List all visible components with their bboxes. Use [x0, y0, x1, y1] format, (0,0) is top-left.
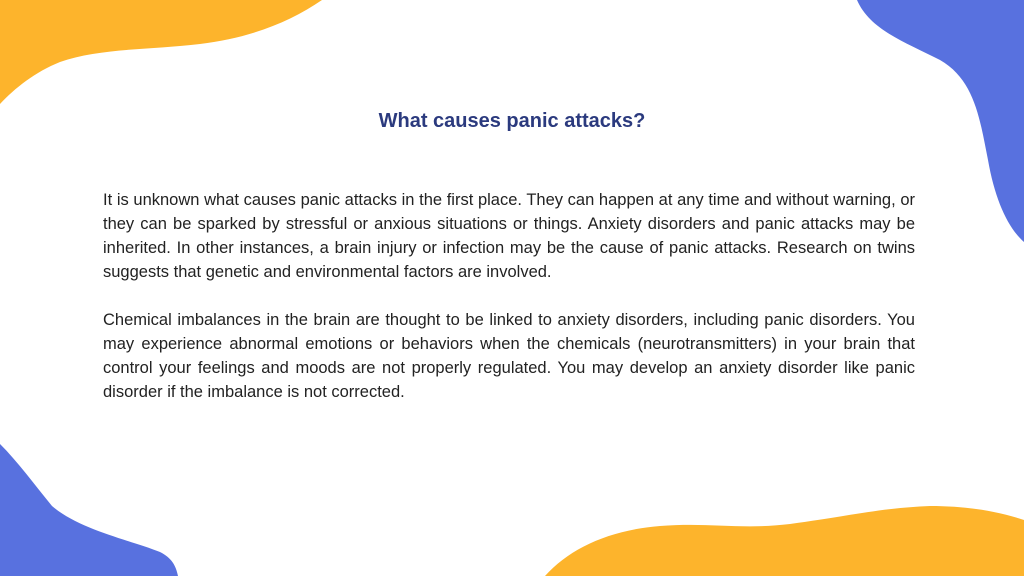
- bottom-left-blue-shape: [0, 444, 178, 576]
- top-left-orange-shape: [0, 0, 322, 104]
- slide-title: What causes panic attacks?: [378, 110, 646, 132]
- slide-body: [103, 188, 915, 428]
- paragraph-2: Chemical imbalances in the brain are thought to be linked to anxiety disorders, including panic disorders. You may experience abnormal emotions or behaviors when the chemicals (neurotransmitters) in your brain that control your feelings and moods are not properly regulated. You may develop an anxiety disorder like panic disorder if the imbalance is not corrected.: [103, 311, 915, 401]
- bottom-right-orange-shape: [545, 506, 1024, 576]
- paragraph-1: It is unknown what causes panic attacks in the first place. They can happen at any time and without warning, or they can be sparked by stressful or anxious situations or things. Anxiety disorders and panic attacks may be inherited. In other instances, a brain injury or infection may be the cause of panic attacks. Research on twins suggests that genetic and environmental factors are involved.: [103, 191, 915, 281]
